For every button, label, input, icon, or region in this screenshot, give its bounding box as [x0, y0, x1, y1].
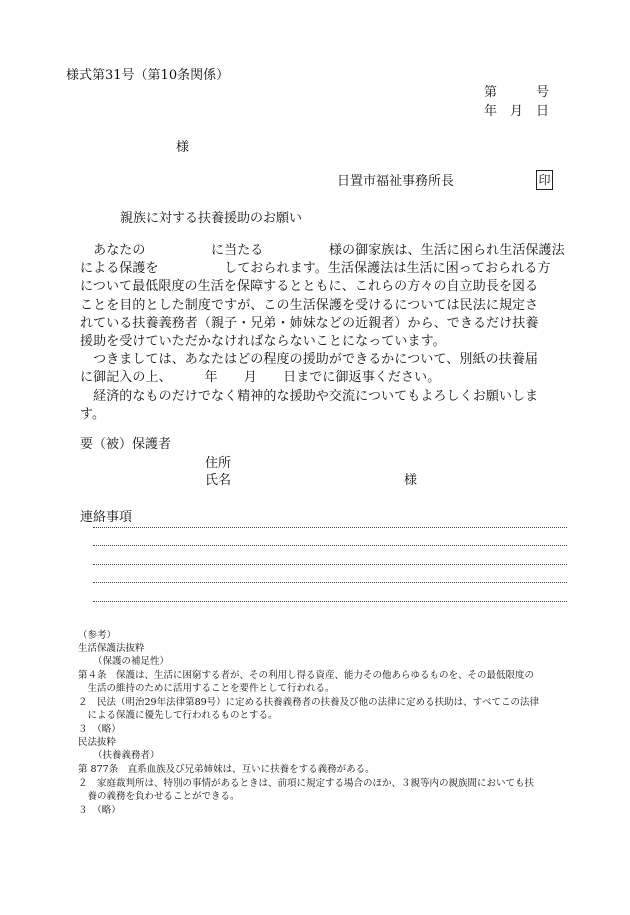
document-title: 親族に対する扶養援助のお願い	[120, 211, 303, 226]
welfare-law-paragraph2-cont: による保護に優先して行われるものとする。	[78, 710, 278, 721]
document-number-label: 第 号	[484, 85, 550, 100]
name-suffix: 様	[404, 473, 418, 488]
body-line: 援助を受けていただかなければならないことになっています。	[80, 334, 446, 350]
welfare-law-article4: 第４条 保護は、生活に困窮する者が、その利用し得る資産、能力その他あらゆるものを、その最低限度の	[78, 670, 535, 681]
civil-code-title: 民法抜粋	[78, 737, 117, 748]
contact-line	[93, 582, 567, 583]
body-line: ことを目的とした制度ですが、この生活保護を受けるについては民法に規定さ	[80, 297, 539, 313]
body-line: あなたの に当たる 様の御家族は、生活に困られ生活保護法	[80, 243, 565, 258]
request-body	[80, 242, 572, 424]
seal-mark: 印	[536, 170, 553, 190]
name-label: 氏名	[205, 473, 232, 488]
body-line: について最低限度の生活を保障するとともに、これらの方々の自立助長を図る	[80, 279, 539, 295]
contact-line	[93, 527, 567, 528]
body-line: つきましては、あなたはどの程度の援助ができるかについて、別紙の扶養届	[80, 352, 538, 368]
body-line: れている扶養義務者（親子・兄弟・姉妹などの近親者）から、できるだけ扶養	[80, 315, 539, 331]
welfare-law-paragraph3: ３ （略）	[78, 724, 121, 735]
body-line: に御記入の上、 年 月 日までに御返事ください。	[80, 370, 441, 386]
body-line: による保護を しておられます。生活保護法は生活に困っておられる方	[80, 261, 551, 277]
contact-heading: 連絡事項	[80, 510, 133, 525]
date-label: 年 月 日	[484, 104, 550, 119]
welfare-law-article4-cont: 生活の維持のために活用することを要件として行われる。	[78, 683, 335, 694]
contact-writing-area	[93, 527, 567, 619]
welfare-law-subheading: （保護の補足性）	[93, 656, 170, 667]
contact-line	[93, 564, 567, 565]
form-number: 様式第31号（第10条関係）	[66, 68, 230, 83]
civil-code-subheading: （扶養義務者）	[93, 750, 160, 761]
body-line: 経済的なものだけでなく精神的な援助や交流についてもよろしくお願いしま	[80, 388, 539, 404]
address-label: 住所	[205, 456, 232, 471]
recipient-suffix: 様	[176, 140, 190, 155]
civil-code-article877: 第 877条 直系血族及び兄弟姉妹は、互いに扶養をする義務がある。	[78, 764, 375, 775]
protected-person-heading: 要（被）保護者	[80, 437, 172, 452]
body-line: す。	[80, 406, 106, 422]
civil-code-paragraph2-cont: 養の義務を負わせることができる。	[78, 791, 240, 802]
sender-name: 日置市福祉事務所長	[337, 174, 455, 189]
reference-heading: （参考）	[78, 630, 117, 641]
contact-line	[93, 545, 567, 546]
civil-code-paragraph2: ２ 家庭裁判所は、特別の事情があるときは、前項に規定する場合のほか、３親等内の親族間においても扶	[78, 778, 535, 789]
welfare-law-title: 生活保護法抜粋	[78, 643, 145, 654]
contact-line	[93, 601, 567, 602]
civil-code-paragraph3: ３ （略）	[78, 805, 121, 816]
welfare-law-paragraph2: ２ 民法（明治29年法律第89号）に定める扶養義務者の扶養及び他の法律に定める扶助は、すべてこの法律	[78, 697, 539, 708]
